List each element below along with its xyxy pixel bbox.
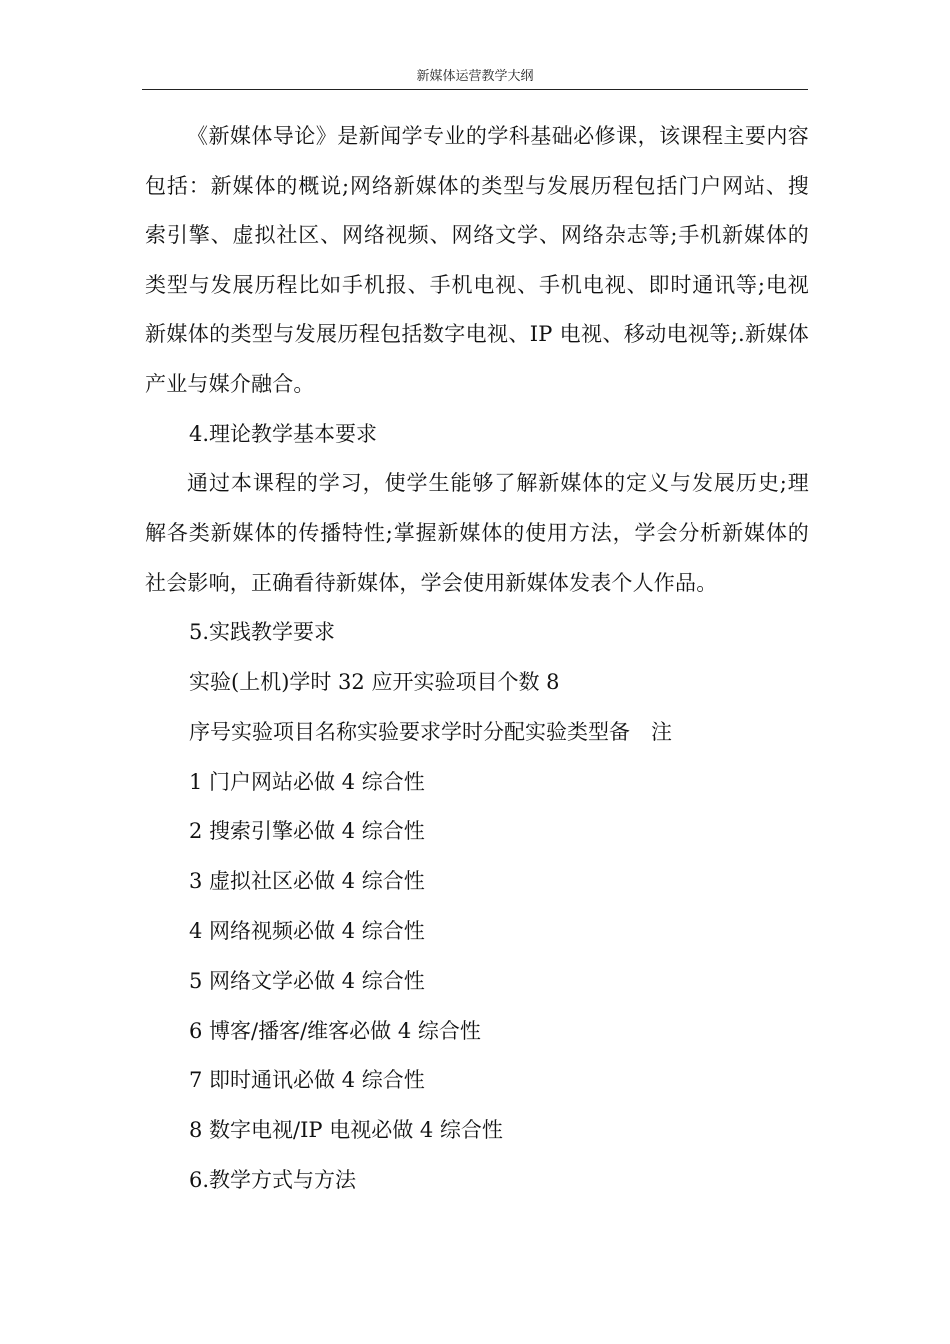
lab-item: 2 搜索引擎必做 4 综合性: [189, 819, 425, 844]
lab-item: 1 门户网站必做 4 综合性: [189, 769, 425, 794]
lab-item: 4 网络视频必做 4 综合性: [189, 918, 425, 943]
lab-item: 5 网络文学必做 4 综合性: [189, 968, 425, 993]
header-title: 新媒体运营教学大纲: [416, 69, 534, 84]
section-6-heading: 6.教学方式与方法: [189, 1167, 357, 1192]
document-body: [145, 112, 809, 1206]
section-4-heading: 4.理论教学基本要求: [189, 421, 378, 446]
lab-item: 7 即时通讯必做 4 综合性: [189, 1068, 425, 1093]
page-header: [142, 68, 808, 90]
lab-hours-line: 实验(上机)学时 32 应开实验项目个数 8: [189, 669, 560, 694]
intro-paragraph: 《新媒体导论》是新闻学专业的学科基础必修课，该课程主要内容包括：新媒体的概说;网络新媒体的类型与发展历程包括门户网站、搜索引擎、虚拟社区、网络视频、网络文学、网络杂志等;手机新媒体的类型与发展历程比如手机报、手机电视、手机电视、即时通讯等;电视新媒体的类型与发展历程包括数字电视、IP 电视、移动电视等;.新媒体产业与媒介融合。: [145, 124, 809, 396]
section-4-paragraph: 通过本课程的学习，使学生能够了解新媒体的定义与发展历史;理解各类新媒体的传播特性;掌握新媒体的使用方法，学会分析新媒体的社会影响，正确看待新媒体，学会使用新媒体发表个人作品。: [145, 471, 809, 595]
lab-item: 3 虚拟社区必做 4 综合性: [189, 869, 425, 894]
lab-item: 8 数字电视/IP 电视必做 4 综合性: [189, 1118, 503, 1143]
section-5-heading: 5.实践教学要求: [189, 620, 336, 645]
lab-table-header: 序号实验项目名称实验要求学时分配实验类型备 注: [189, 719, 672, 744]
lab-item: 6 博客/播客/维客必做 4 综合性: [189, 1018, 481, 1043]
